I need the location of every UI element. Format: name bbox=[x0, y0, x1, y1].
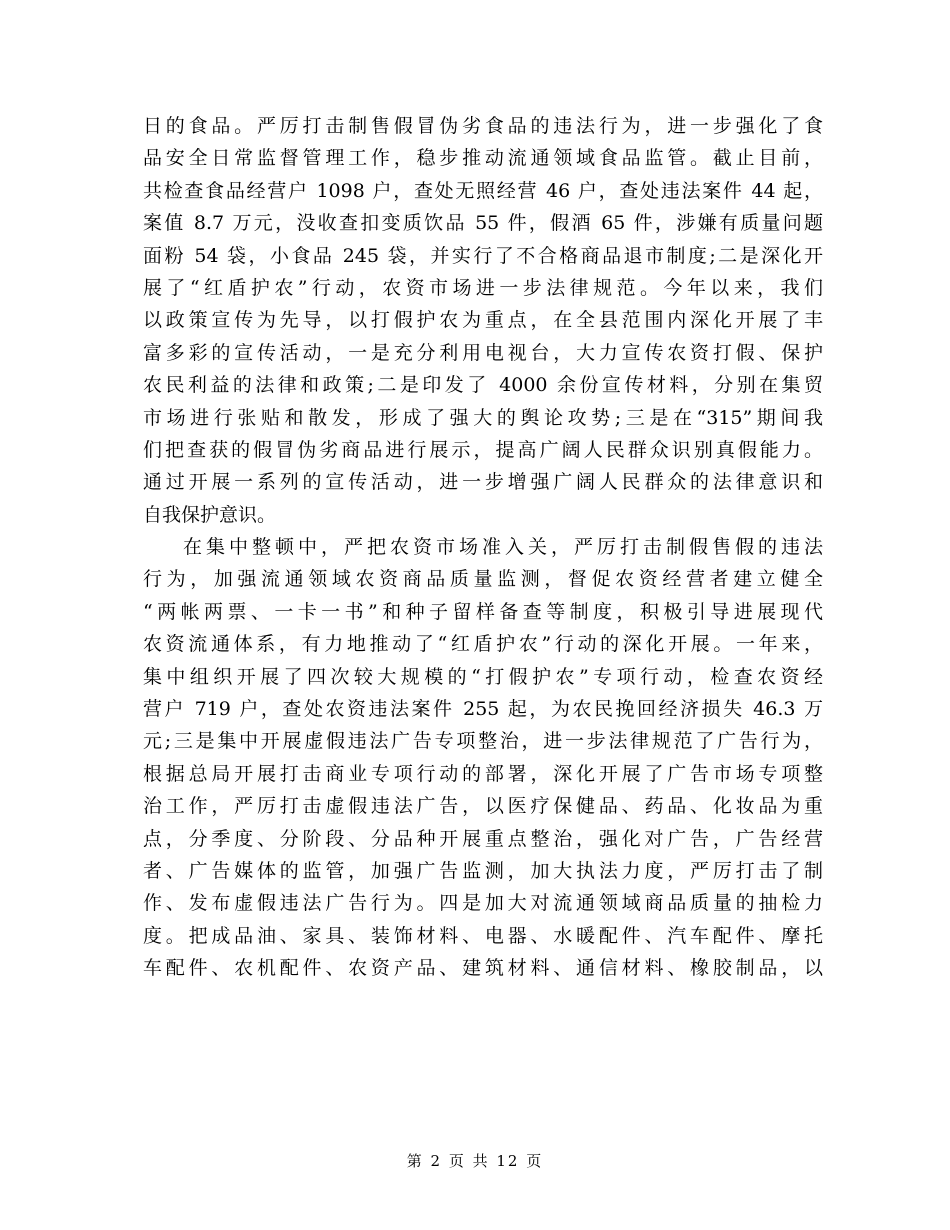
text-line: 市场进行张贴和散发，形成了强大的舆论攻势;三是在“315”期间我 bbox=[143, 406, 823, 429]
page-footer: 第 2 页 共 12 页 bbox=[406, 1152, 544, 1170]
text-line: 集中组织开展了四次较大规模的“打假护农”专项行动，检查农资经 bbox=[143, 665, 823, 688]
text-line: 作、发布虚假违法广告行为。四是加大对流通领域商品质量的抽检力 bbox=[143, 892, 823, 915]
text-line: 农民利益的法律和政策;二是印发了 4000 余份宣传材料，分别在集贸 bbox=[143, 374, 823, 397]
text-line: 行为，加强流通领域农资商品质量监测，督促农资经营者建立健全 bbox=[143, 568, 823, 591]
text-line: 车配件、农机配件、农资产品、建筑材料、通信材料、橡胶制品，以 bbox=[143, 957, 823, 980]
text-line: 在集中整顿中，严把农资市场准入关，严厉打击制假售假的违法 bbox=[183, 536, 823, 559]
text-line: 度。把成品油、家具、装饰材料、电器、水暖配件、汽车配件、摩托 bbox=[143, 924, 823, 947]
body-text bbox=[143, 110, 823, 985]
paragraph bbox=[143, 110, 823, 531]
text-line: 元;三是集中开展虚假违法广告专项整治，进一步法律规范了广告行为， bbox=[143, 730, 823, 753]
text-line: 通过开展一系列的宣传活动，进一步增强广阔人民群众的法律意识和 bbox=[143, 471, 823, 494]
text-line: 点，分季度、分阶段、分品种开展重点整治，强化对广告，广告经营 bbox=[143, 827, 823, 850]
text-line: 富多彩的宣传活动，一是充分利用电视台，大力宣传农资打假、保护 bbox=[143, 341, 823, 364]
text-line: 日的食品。严厉打击制售假冒伪劣食品的违法行为，进一步强化了食 bbox=[143, 115, 823, 137]
text-line: 营户 719 户，查处农资违法案件 255 起，为农民挽回经济损失 46.3 万 bbox=[143, 698, 823, 721]
text-line: 案值 8.7 万元，没收查扣变质饮品 55 件，假酒 65 件，涉嫌有质量问题 bbox=[143, 212, 823, 235]
text-line: “两帐两票、一卡一书”和种子留样备查等制度，积极引导进展现代 bbox=[143, 600, 823, 623]
text-line: 农资流通体系，有力地推动了“红盾护农”行动的深化开展。一年来， bbox=[143, 633, 823, 656]
text-line: 们把查获的假冒伪劣商品进行展示，提高广阔人民群众识别真假能力。 bbox=[143, 438, 823, 461]
text-line: 治工作，严厉打击虚假违法广告，以医疗保健品、药品、化妆品为重 bbox=[143, 795, 823, 818]
text-line: 展了“红盾护农”行动，农资市场进一步法律规范。今年以来，我们 bbox=[143, 276, 823, 299]
text-line: 品安全日常监督管理工作，稳步推动流通领域食品监管。截止目前， bbox=[143, 147, 823, 170]
text-line: 者、广告媒体的监管，加强广告监测，加大执法力度，严厉打击了制 bbox=[143, 859, 823, 882]
paragraph bbox=[143, 531, 823, 984]
text-line: 以政策宣传为先导，以打假护农为重点，在全县范围内深化开展了丰 bbox=[143, 309, 823, 332]
text-line: 面粉 54 袋，小食品 245 袋，并实行了不合格商品退市制度;二是深化开 bbox=[143, 244, 823, 267]
text-line: 根据总局开展打击商业专项行动的部署，深化开展了广告市场专项整 bbox=[143, 762, 823, 785]
text-line: 共检查食品经营户 1098 户，查处无照经营 46 户，查处违法案件 44 起， bbox=[143, 179, 823, 202]
text-line: 自我保护意识。 bbox=[143, 503, 277, 526]
